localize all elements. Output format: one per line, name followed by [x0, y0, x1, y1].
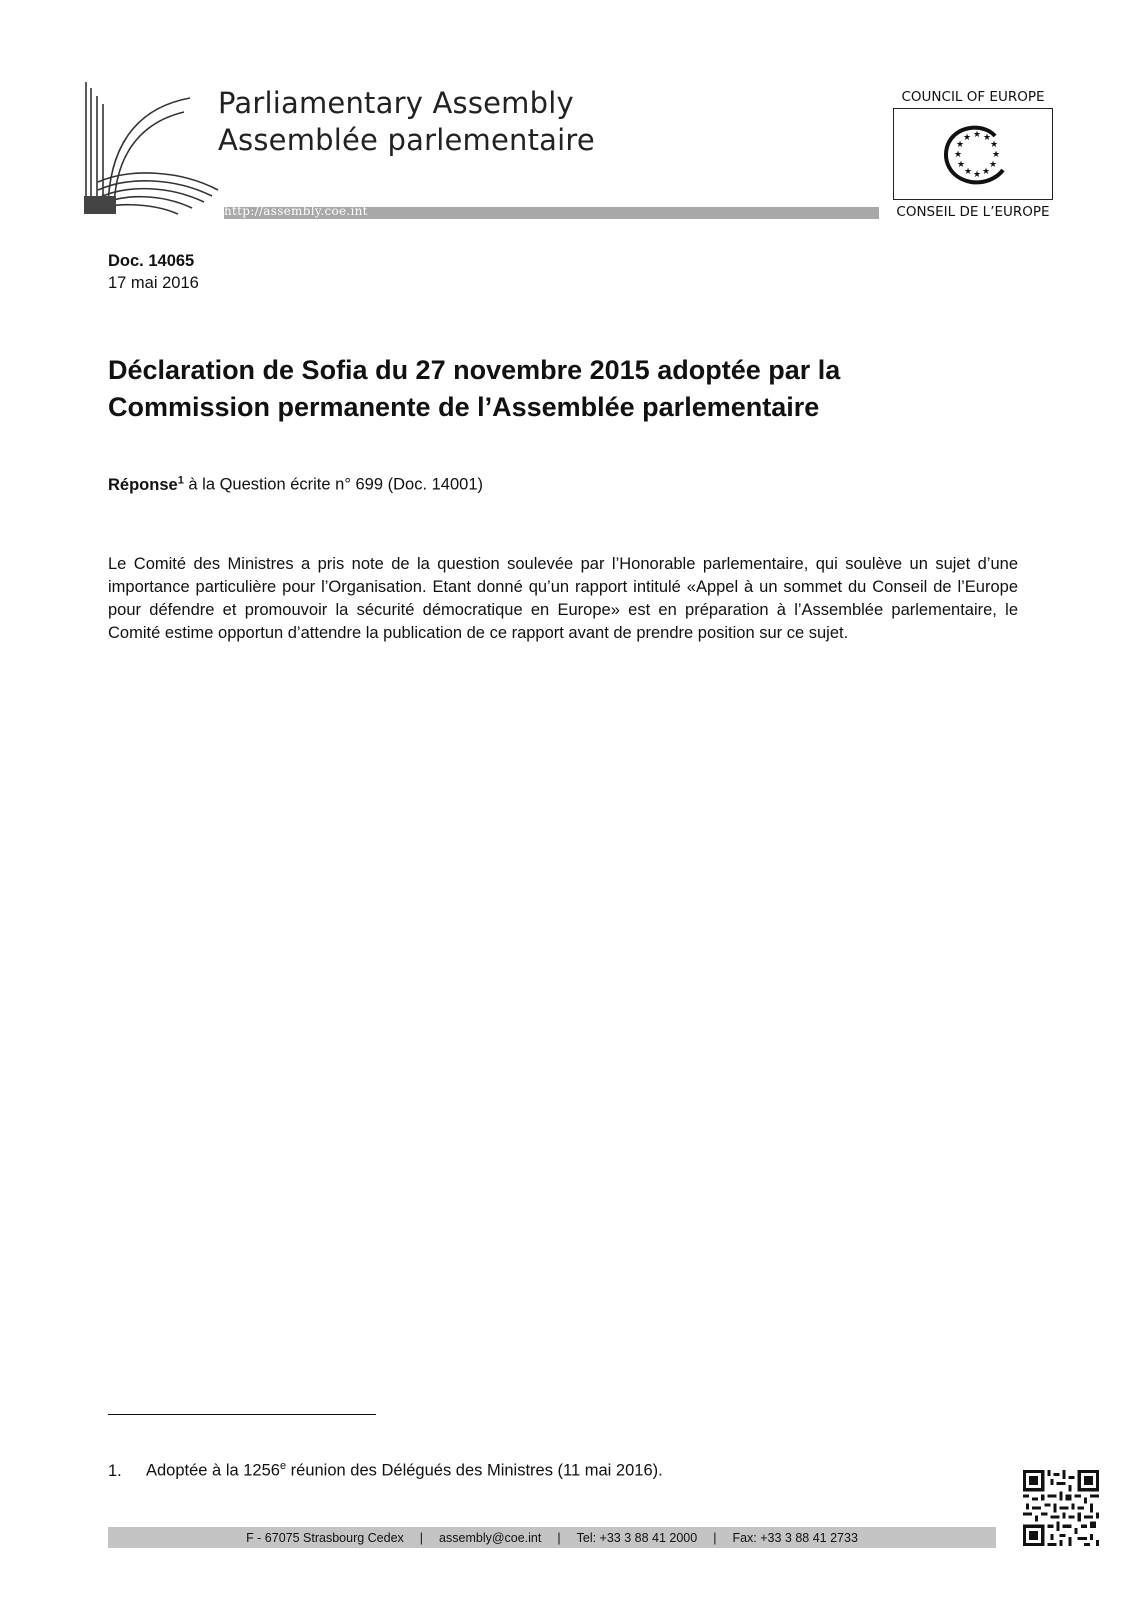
document-number: Doc. 14065: [108, 252, 195, 270]
footer-email[interactable]: assembly@coe.int: [439, 1531, 542, 1545]
svg-text:★: ★: [953, 150, 963, 160]
footer-separator: |: [713, 1531, 717, 1545]
footnote-text-after: réunion des Délégués des Ministres (11 mai 2016).: [286, 1461, 663, 1480]
assembly-url: http://assembly.coe.int: [224, 204, 368, 218]
body-paragraph: Le Comité des Ministres a pris note de la question soulevée par l’Honorable parlementaire, qui soulève un sujet d’une importance particulière pour l’Organisation. Etant donné qu’un rapport intitulé «Appel à un sommet du Conseil de l’Europe pour défendre et promouvoir la sécurité démocratique en Europe» est en préparation à l’Assemblée parlementaire, le Comité estime opportun d’attendre la publication de ce rapport avant de prendre position sur ce sujet.: [108, 555, 1018, 642]
coe-name-en: COUNCIL OF EUROPE: [901, 89, 1045, 105]
footer-address: F - 67075 Strasbourg Cedex: [246, 1531, 404, 1545]
svg-text:★: ★: [972, 170, 982, 180]
footnote-reference[interactable]: 1: [177, 474, 184, 486]
svg-text:★: ★: [991, 150, 1001, 160]
assembly-name-fr: Assemblée parlementaire: [218, 123, 595, 157]
footer-separator: |: [557, 1531, 561, 1545]
svg-text:★: ★: [989, 140, 999, 150]
document-date: 17 mai 2016: [108, 274, 199, 292]
svg-text:★: ★: [981, 167, 991, 177]
response-line: [108, 474, 483, 495]
footnote: [108, 1460, 663, 1481]
coe-name-fr: CONSEIL DE L’EUROPE: [896, 204, 1050, 220]
pace-hemicycle-logo: [80, 78, 230, 218]
assembly-name-en: Parliamentary Assembly: [218, 86, 574, 120]
footnote-text-before: Adoptée à la 1256: [146, 1461, 280, 1480]
response-label-text: Réponse: [108, 475, 178, 494]
svg-text:★: ★: [962, 133, 972, 143]
response-text: à la Question écrite n° 699 (Doc. 14001): [183, 475, 483, 494]
svg-text:★: ★: [988, 160, 998, 170]
page-title: Déclaration de Sofia du 27 novembre 2015 adoptée par la Commission permanente de l’Assemblée parlementaire: [108, 355, 841, 422]
svg-text:★: ★: [955, 140, 965, 150]
footnote-superscript: e: [279, 1460, 287, 1472]
coe-stars-logo: [937, 120, 1017, 190]
response-label: [108, 476, 184, 494]
footer-fax: Fax: +33 3 88 41 2733: [732, 1531, 858, 1545]
footnote-number: 1.: [108, 1461, 122, 1480]
footnote-divider: [108, 1414, 376, 1415]
svg-text:★: ★: [972, 130, 982, 140]
svg-text:★: ★: [963, 167, 973, 177]
qr-code-icon: [1023, 1470, 1099, 1546]
footer-contact: [108, 1528, 996, 1549]
footer-separator: |: [419, 1531, 424, 1545]
svg-text:★: ★: [956, 160, 966, 170]
svg-text:★: ★: [982, 133, 992, 143]
footer-tel: Tel: +33 3 88 41 2000: [576, 1531, 698, 1545]
